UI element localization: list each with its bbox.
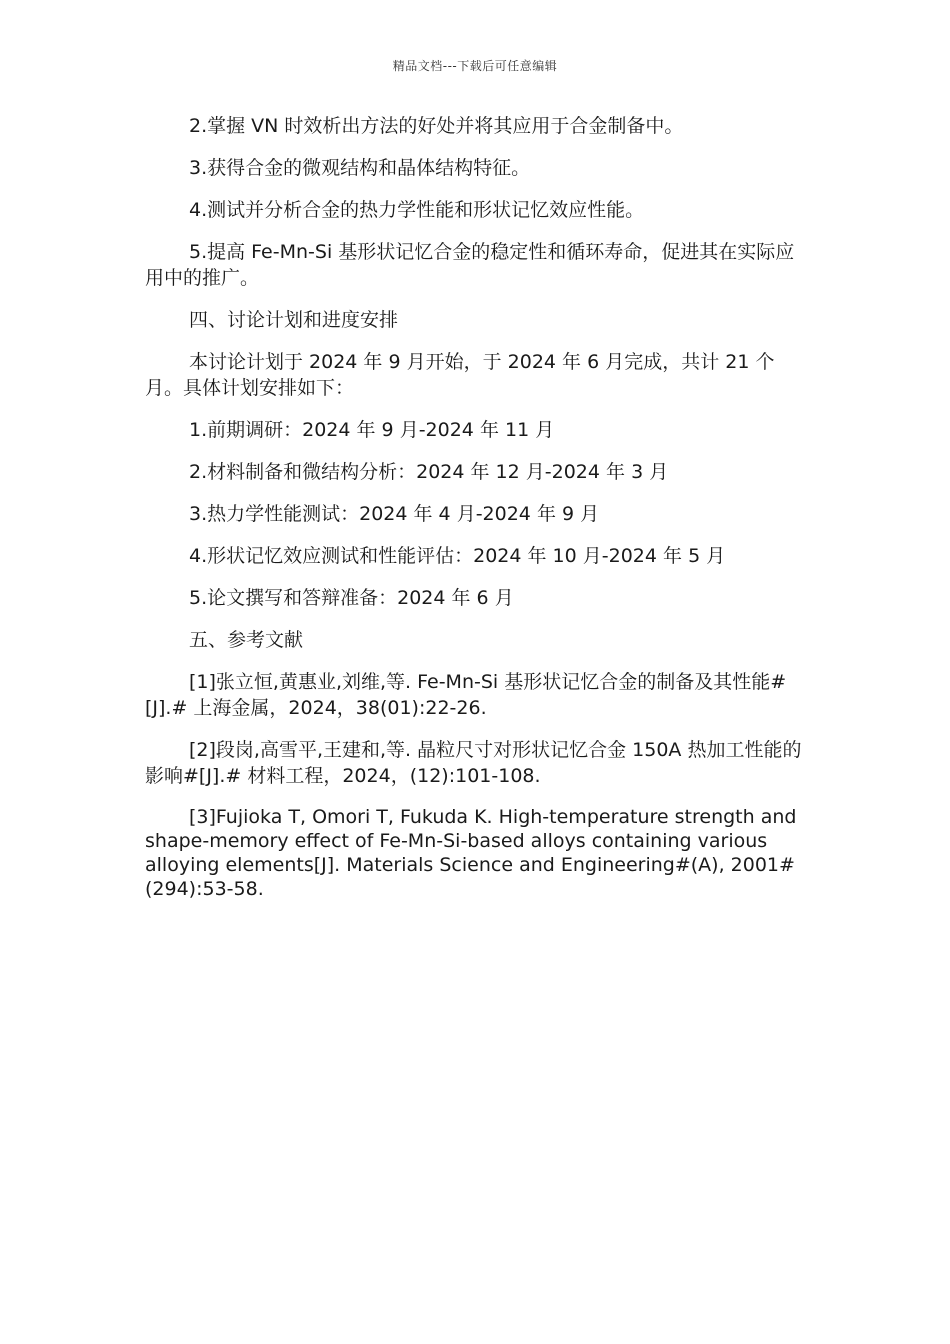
plan-item: 1.前期调研：2024 年 9 月-2024 年 11 月 (189, 419, 555, 441)
objective-item: 5.提高 Fe-Mn-Si 基形状记忆合金的稳定性和循环寿命，促进其在实际应用中的推广。 (145, 241, 795, 289)
reference-item: [1]张立恒,黄惠业,刘维,等. Fe-Mn-Si 基形状记忆合金的制备及其性能#[J].# 上海金属，2024，38(01):22-26. (145, 671, 787, 719)
plan-item: 5.论文撰写和答辩准备：2024 年 6 月 (189, 587, 514, 609)
page-header: 精品文档---下载后可任意编辑 (392, 59, 558, 73)
document-body (145, 113, 807, 917)
plan-item: 3.热力学性能测试：2024 年 4 月-2024 年 9 月 (189, 503, 600, 525)
section-heading-references: 五、参考文献 (189, 629, 304, 651)
plan-item: 4.形状记忆效应测试和性能评估：2024 年 10 月-2024 年 5 月 (189, 545, 726, 567)
reference-item: [2]段岗,高雪平,王建和,等. 晶粒尺寸对形状记忆合金 150A 热加工性能的影响#[J].# 材料工程，2024，(12):101-108. (145, 739, 802, 787)
objective-item: 4.测试并分析合金的热力学性能和形状记忆效应性能。 (189, 199, 645, 221)
objective-item: 3.获得合金的微观结构和晶体结构特征。 (189, 157, 531, 179)
section-heading-plan: 四、讨论计划和进度安排 (189, 309, 399, 331)
objective-item: 2.掌握 VN 时效析出方法的好处并将其应用于合金制备中。 (189, 115, 684, 137)
plan-intro: 本讨论计划于 2024 年 9 月开始，于 2024 年 6 月完成，共计 21 个月。具体计划安排如下： (145, 351, 775, 399)
plan-item: 2.材料制备和微结构分析：2024 年 12 月-2024 年 3 月 (189, 461, 669, 483)
reference-item: [3]Fujioka T, Omori T, Fukuda K. High-temperature strength and shape-memory effect of Fe-Mn-Si-based alloys containing various alloying elements[J]. Materials Science and Engineering#(A), 2001#(294):53-58. (145, 806, 797, 900)
